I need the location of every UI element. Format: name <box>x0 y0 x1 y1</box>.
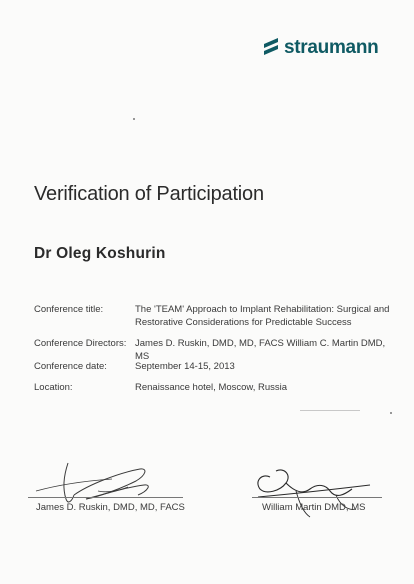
paper-speck <box>390 412 392 414</box>
brand-logo <box>261 34 378 62</box>
location-value: Renaissance hotel, Moscow, Russia <box>135 382 288 393</box>
conference-directors-label: Conference Directors: <box>34 338 127 349</box>
conference-date-value: September 14-15, 2013 <box>135 361 235 372</box>
signature-caption-1: James D. Ruskin, DMD, MD, FACS <box>36 502 185 513</box>
certificate-title: Verification of Participation <box>34 183 264 205</box>
location-label: Location: <box>34 382 73 393</box>
paper-mark <box>300 410 360 411</box>
conference-title-value: The 'TEAM' Approach to Implant Rehabilitation: Surgical and Restorative Considerations for Predictable Success <box>135 304 390 328</box>
signature-line-1 <box>28 497 183 498</box>
signature-martin <box>240 455 400 525</box>
straumann-logo-mark-icon <box>261 36 281 60</box>
paper-speck <box>133 118 135 120</box>
signature-caption-2: William Martin DMD, MS <box>262 502 366 513</box>
signature-line-2 <box>252 497 382 498</box>
conference-directors-value: James D. Ruskin, DMD, MD, FACS William C. Martin DMD, MS <box>135 338 386 362</box>
participant-name: Dr Oleg Koshurin <box>34 245 166 262</box>
conference-title-label: Conference title: <box>34 304 104 315</box>
conference-date-label: Conference date: <box>34 361 107 372</box>
brand-name: straumann <box>284 37 379 58</box>
